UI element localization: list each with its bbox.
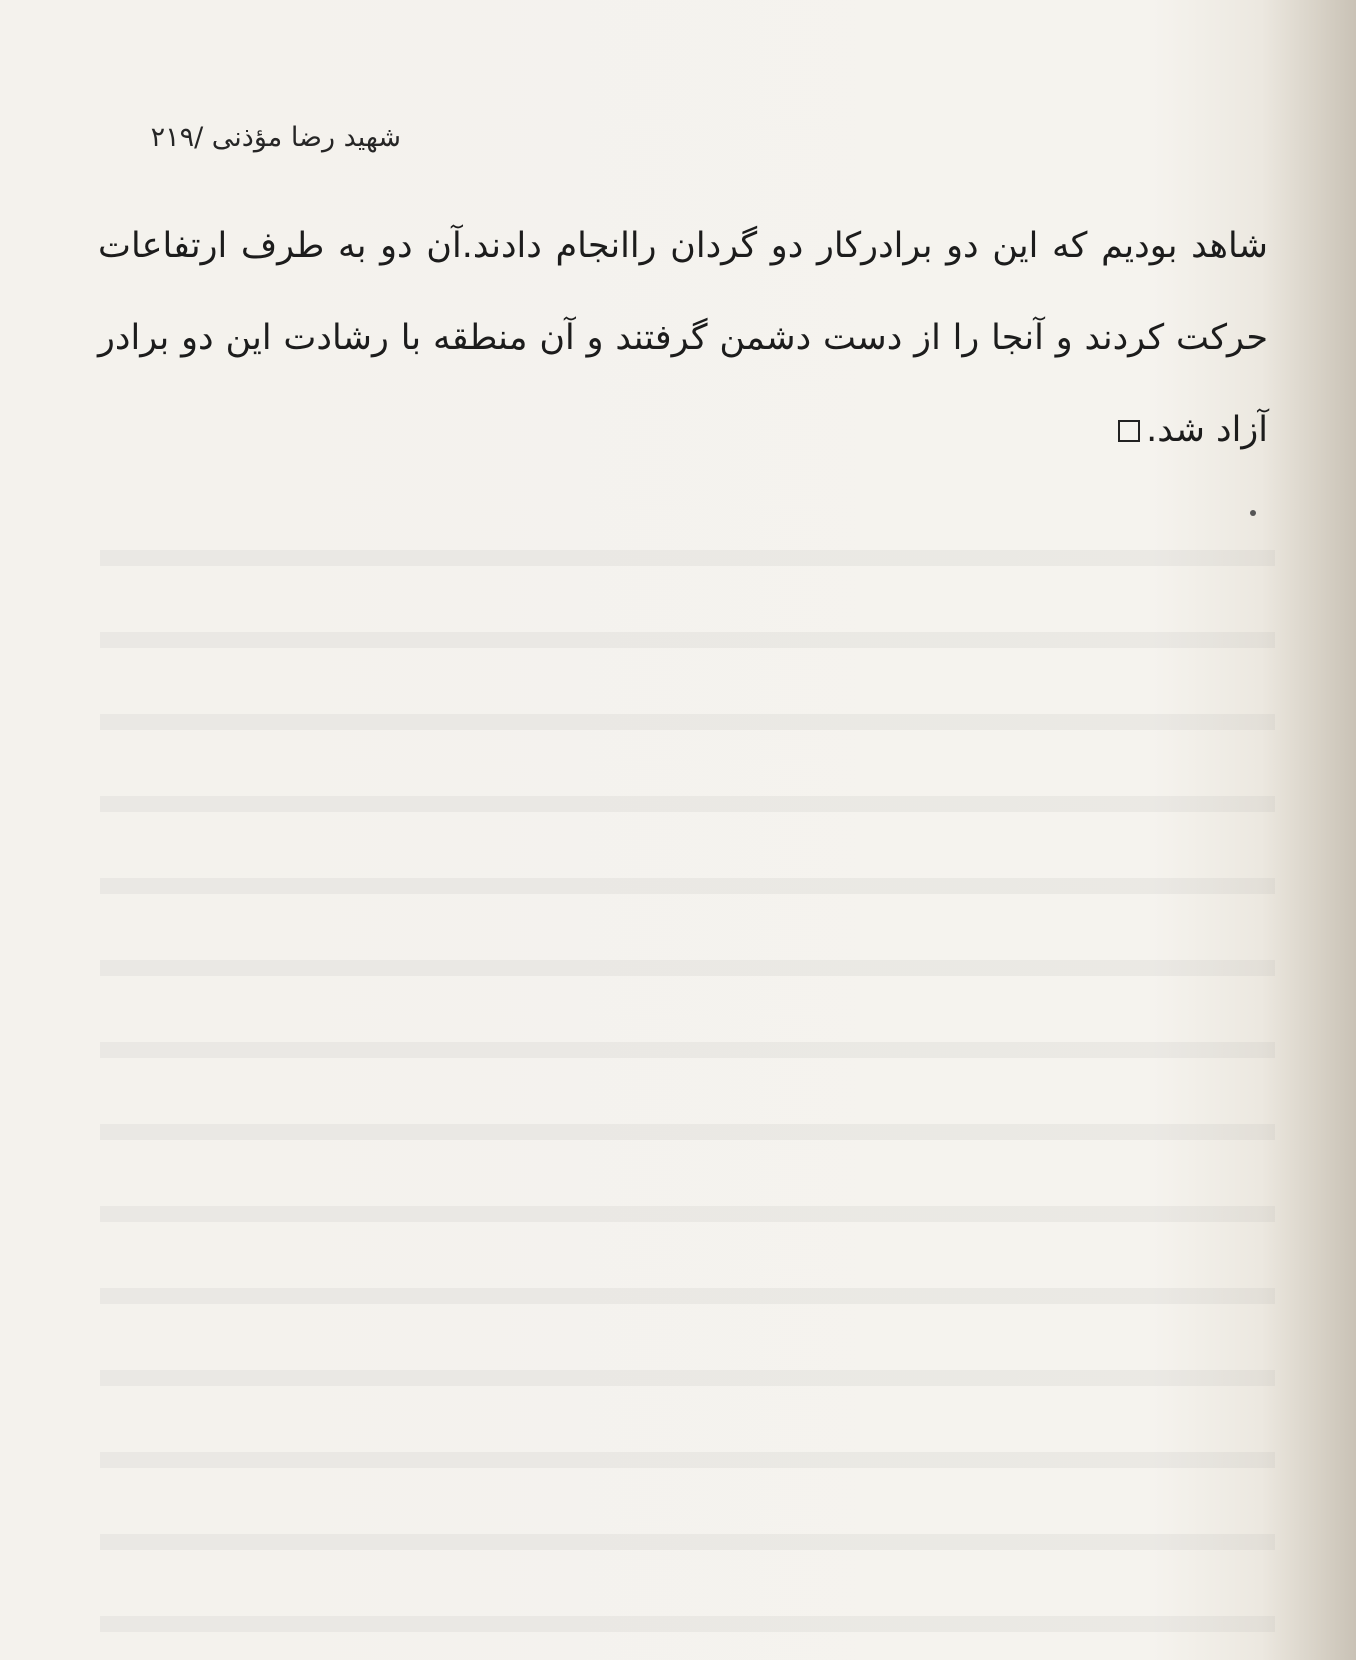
- body-text: [98, 200, 1268, 476]
- ink-dot: [1250, 510, 1256, 516]
- end-square-icon: [1118, 420, 1140, 442]
- paragraph: [98, 200, 1268, 476]
- paragraph-text: شاهد بودیم که این دو برادرکار دو گردان راانجام دادند.آن دو به طرف ارتفاعات حرکت کردند و آنجا را از دست دشمن گرفتند و آن منطقه با رشادت این دو برادر آزاد شد.: [98, 226, 1268, 450]
- running-head: شهید رضا مؤذنی /۲۱۹: [150, 122, 401, 153]
- reverse-page-show-through: [100, 520, 1275, 1650]
